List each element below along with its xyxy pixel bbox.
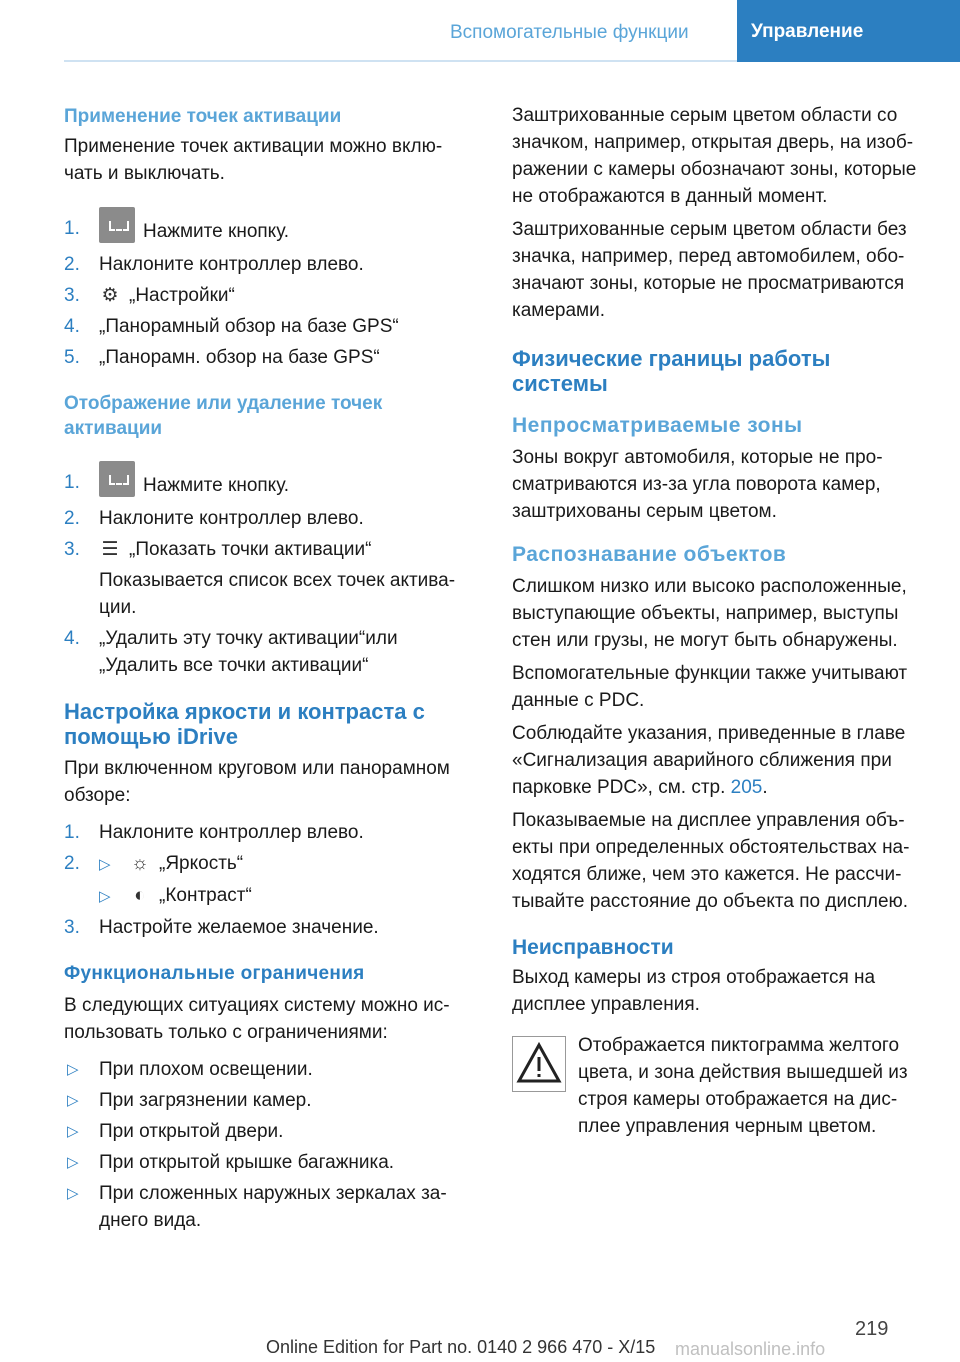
- list-item: [64, 1149, 474, 1176]
- step-text: Наклоните контроллер влево.: [99, 508, 364, 529]
- triangle-bullet-icon: ▷: [99, 888, 111, 905]
- bullet-text: При открытой двери.: [99, 1121, 284, 1142]
- list-item: [64, 1087, 474, 1114]
- warning-text: Отображается пиктограмма желтого цвета, и зона действия вышедшей из строя камеры отображается на дисплее управления черным цветом.: [578, 1035, 908, 1137]
- bullet-text: При загрязнении камер.: [99, 1090, 312, 1111]
- step-number: 1.: [64, 218, 80, 239]
- step-text: „Яркость“: [159, 853, 244, 874]
- triangle-bullet-icon: ▷: [67, 1154, 79, 1171]
- warning-note: [512, 1032, 924, 1140]
- step-text: „Контраст“: [159, 885, 252, 906]
- paragraph: Показываемые на дисплее управления объекты при определенных обстоятельствах находятся ближе, чем это кажется. Не рассчитывайте расстояние до объекта по дисплею.: [512, 810, 910, 912]
- page-link[interactable]: 205: [730, 777, 763, 798]
- paragraph: Заштрихованные серым цветом области со значком, например, открытая дверь, на изображении с камеры обозначают зоны, которые не отображаются в данный момент.: [512, 105, 917, 207]
- list-item: [64, 567, 474, 621]
- bullet-text: При открытой крышке багажника.: [99, 1152, 395, 1173]
- list-item: [64, 1180, 474, 1234]
- list-item: [64, 1056, 474, 1083]
- step-number: 2.: [64, 853, 80, 874]
- list-item: [64, 914, 474, 941]
- paragraph-with-link: [512, 720, 924, 801]
- list-item: [64, 282, 474, 309]
- camera-button-icon: [99, 461, 135, 497]
- header-chapter-tab: Управление: [737, 0, 960, 62]
- step-number: 2.: [64, 254, 80, 275]
- step-number: 1.: [64, 472, 80, 493]
- triangle-bullet-icon: ▷: [67, 1061, 79, 1078]
- triangle-bullet-icon: ▷: [99, 856, 111, 873]
- step-number: 3.: [64, 285, 80, 306]
- step-number: 3.: [64, 539, 80, 560]
- step-text: „Показать точки активации“: [129, 539, 372, 560]
- paragraph: Вспомогательные функции также учитывают данные с PDC.: [512, 663, 908, 711]
- triangle-bullet-icon: ▷: [67, 1092, 79, 1109]
- triangle-bullet-icon: ▷: [67, 1185, 79, 1202]
- step-number: 3.: [64, 917, 80, 938]
- section-heading: Физические границы работы системы: [512, 346, 831, 396]
- list-item: [64, 625, 474, 679]
- step-text: „Настройки“: [129, 285, 235, 306]
- step-text: „Удалить эту точку активации“или „Удалить все точки активации“: [99, 628, 398, 676]
- section-heading: Настройка яркости и контраста с помощью iDrive: [64, 699, 425, 749]
- triangle-bullet-icon: ▷: [67, 1123, 79, 1140]
- steps-list: [64, 207, 474, 371]
- step-number: 5.: [64, 347, 80, 368]
- list-item: [64, 882, 474, 910]
- header-rule: [64, 60, 737, 62]
- step-number: 2.: [64, 508, 80, 529]
- right-column: [512, 100, 924, 1140]
- steps-list: [64, 819, 474, 941]
- paragraph-text: Соблюдайте указания, приведенные в главе «Сигнализация аварийного сближения при парковке PDC», см. стр.: [512, 723, 906, 798]
- paragraph: Применение точек активации можно включать и выключать.: [64, 136, 443, 184]
- activation-points-list-icon: ☰: [101, 539, 119, 560]
- step-text: Наклоните контроллер влево.: [99, 822, 364, 843]
- section-title: Неисправности: [512, 936, 674, 959]
- step-text: „Панорамн. обзор на базе GPS“: [99, 347, 380, 368]
- list-item: [64, 850, 474, 878]
- section-title: Непросматриваемые зоны: [512, 414, 803, 437]
- step-note: Показывается список всех точек активации.: [99, 570, 456, 618]
- list-item: [64, 536, 474, 563]
- header-section-title: Вспомогательные функции: [450, 22, 689, 43]
- warning-icon: [512, 1036, 566, 1092]
- paragraph: Заштрихованные серым цветом области без значка, например, перед автомобилем, обозначают зоны, которые не просматриваются камерами.: [512, 219, 907, 321]
- paragraph-text-end: .: [762, 777, 768, 798]
- step-number: 1.: [64, 822, 80, 843]
- gear-icon: ⚙: [101, 285, 119, 306]
- bullet-text: При сложенных наружных зеркалах заднего вида.: [99, 1183, 447, 1231]
- paragraph: Выход камеры из строя отображается на дисплее управления.: [512, 967, 876, 1015]
- list-item: [64, 505, 474, 532]
- section-title: Функциональные ограничения: [64, 963, 365, 984]
- contrast-icon: ◐: [134, 885, 146, 906]
- paragraph: Слишком низко или высоко расположенные, выступающие объекты, например, выступы стен или грузы, не могут быть обнаружены.: [512, 576, 907, 651]
- section-title: Отображение или удаление точек активации: [64, 393, 383, 439]
- footer-edition: Online Edition for Part no. 0140 2 966 470 - X/15: [266, 1337, 656, 1357]
- list-item: [64, 461, 474, 503]
- step-text: Настройте желаемое значение.: [99, 917, 379, 938]
- list-item: [64, 344, 474, 371]
- brightness-icon: ☼: [131, 853, 149, 874]
- step-number: 4.: [64, 316, 80, 337]
- paragraph: При включенном круговом или панорамном обзоре:: [64, 758, 450, 806]
- paragraph: Зоны вокруг автомобиля, которые не просматриваются из-за угла поворота камер, заштрихованы серым цветом.: [512, 447, 883, 522]
- list-item: [64, 251, 474, 278]
- bullet-text: При плохом освещении.: [99, 1059, 313, 1080]
- page-number: 219: [855, 1318, 889, 1340]
- section-title: Применение точек активации: [64, 106, 342, 127]
- section-title: Распознавание объектов: [512, 543, 787, 566]
- step-text: Наклоните контроллер влево.: [99, 254, 364, 275]
- list-item: [64, 207, 474, 249]
- step-text: Нажмите кнопку.: [143, 221, 290, 242]
- list-item: [64, 819, 474, 846]
- step-text: „Панорамный обзор на базе GPS“: [99, 316, 399, 337]
- paragraph: В следующих ситуациях систему можно использовать только с ограничениями:: [64, 995, 450, 1043]
- steps-list: [64, 461, 474, 679]
- list-item: [64, 313, 474, 340]
- camera-button-icon: [99, 207, 135, 243]
- left-column: [64, 100, 474, 1234]
- bullet-list: [64, 1056, 474, 1234]
- step-number: 4.: [64, 628, 80, 649]
- watermark: manualsonline.info: [675, 1339, 826, 1359]
- list-item: [64, 1118, 474, 1145]
- step-text: Нажмите кнопку.: [143, 475, 290, 496]
